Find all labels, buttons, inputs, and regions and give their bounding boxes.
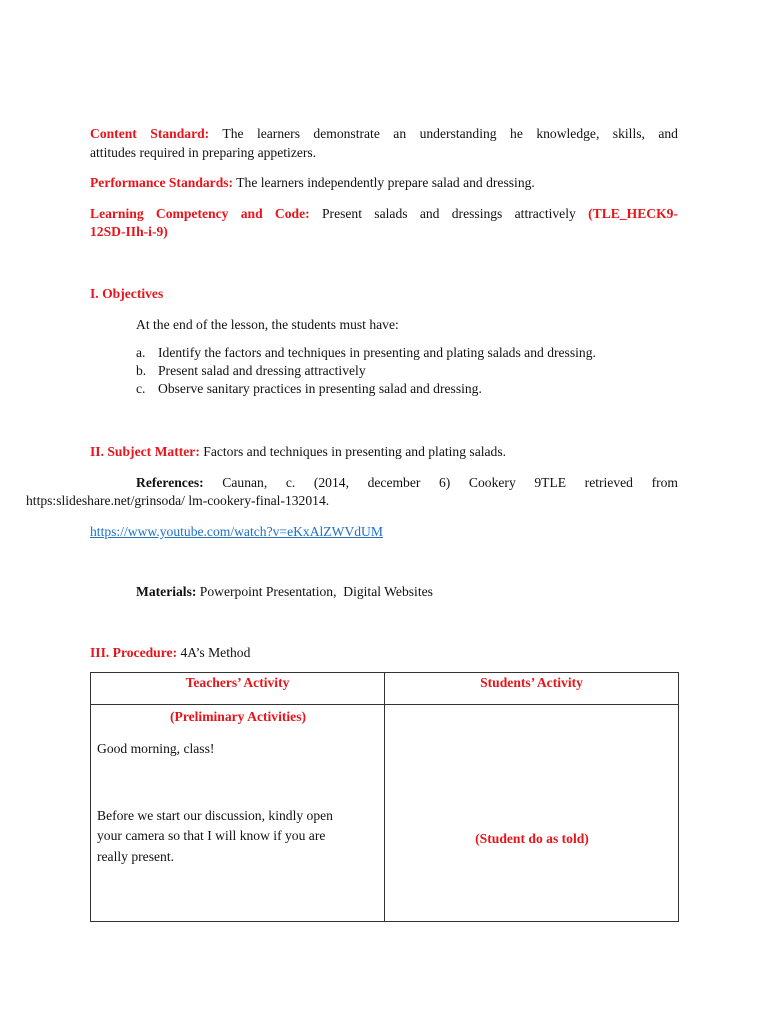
learning-competency-line1 (90, 204, 678, 223)
objective-item (136, 362, 696, 380)
preliminary-activities: (Preliminary Activities) (169, 709, 307, 724)
materials-label: Materials: (136, 584, 197, 599)
procedure-method: 4A’s Method (180, 645, 251, 660)
objective-text: Present salad and dressing attractively (158, 363, 366, 378)
subject-matter-text: Factors and techniques in presenting and plating salads. (203, 444, 507, 459)
learning-competency-code-line2: 12SD-IIh-i-9) (90, 224, 168, 239)
table-header-row (91, 673, 679, 705)
procedure-table (90, 672, 679, 922)
materials-text: Powerpoint Presentation, Digital Websites (199, 584, 433, 599)
students-activity-header: Students’ Activity (385, 673, 679, 705)
content-standard-line1 (90, 124, 678, 143)
content-standard-label: Content Standard: (90, 126, 210, 141)
references-line1 (136, 473, 678, 492)
learning-competency-text: Present salads and dressings attractively (321, 206, 576, 221)
objective-item (136, 344, 696, 362)
objective-marker: b. (136, 363, 147, 378)
objectives-heading: I. Objectives (90, 286, 164, 301)
subject-matter-heading: II. Subject Matter: (90, 444, 200, 459)
materials (136, 582, 433, 601)
references-text: Caunan, c. (2014, december 6) Cookery 9TLE retrieved from (222, 475, 678, 490)
instruction-line1: Before we start our discussion, kindly open (97, 808, 333, 823)
table-row (91, 705, 679, 922)
performance-standards-text: The learners independently prepare salad and dressing. (236, 175, 535, 190)
subject-matter (90, 442, 690, 461)
student-activity-cell (385, 705, 679, 922)
learning-competency-label: Learning Competency and Code: (90, 206, 310, 221)
instruction-line3: really present. (97, 849, 174, 864)
references-line2: https:slideshare.net/grinsoda/ lm-cookery-final-132014. (26, 493, 330, 508)
objective-item (136, 380, 696, 398)
performance-standards (90, 173, 678, 192)
procedure-heading: III. Procedure: (90, 645, 178, 660)
objectives-intro: At the end of the lesson, the students must have: (136, 317, 399, 332)
student-response: (Student do as told) (475, 831, 589, 846)
objectives-list (136, 344, 696, 398)
performance-standards-label: Performance Standards: (90, 175, 234, 190)
learning-competency-code: (TLE_HECK9- (588, 206, 678, 221)
greeting-text: Good morning, class! (97, 741, 215, 756)
procedure (90, 643, 250, 662)
content-standard-text: The learners demonstrate an understanding he knowledge, skills, and (222, 126, 678, 141)
objective-text: Identify the factors and techniques in presenting and plating salads and dressing. (158, 345, 596, 360)
objective-marker: a. (136, 345, 146, 360)
teacher-activity-cell (91, 705, 385, 922)
content-standard-line2: attitudes required in preparing appetizers. (90, 145, 317, 160)
objective-marker: c. (136, 381, 146, 396)
objective-text: Observe sanitary practices in presenting salad and dressing. (158, 381, 482, 396)
teachers-activity-header: Teachers’ Activity (91, 673, 385, 705)
youtube-link[interactable]: https://www.youtube.com/watch?v=eKxAlZWVdUM (90, 524, 383, 539)
instruction-line2: your camera so that I will know if you are (97, 828, 326, 843)
references-label: References: (136, 475, 204, 490)
